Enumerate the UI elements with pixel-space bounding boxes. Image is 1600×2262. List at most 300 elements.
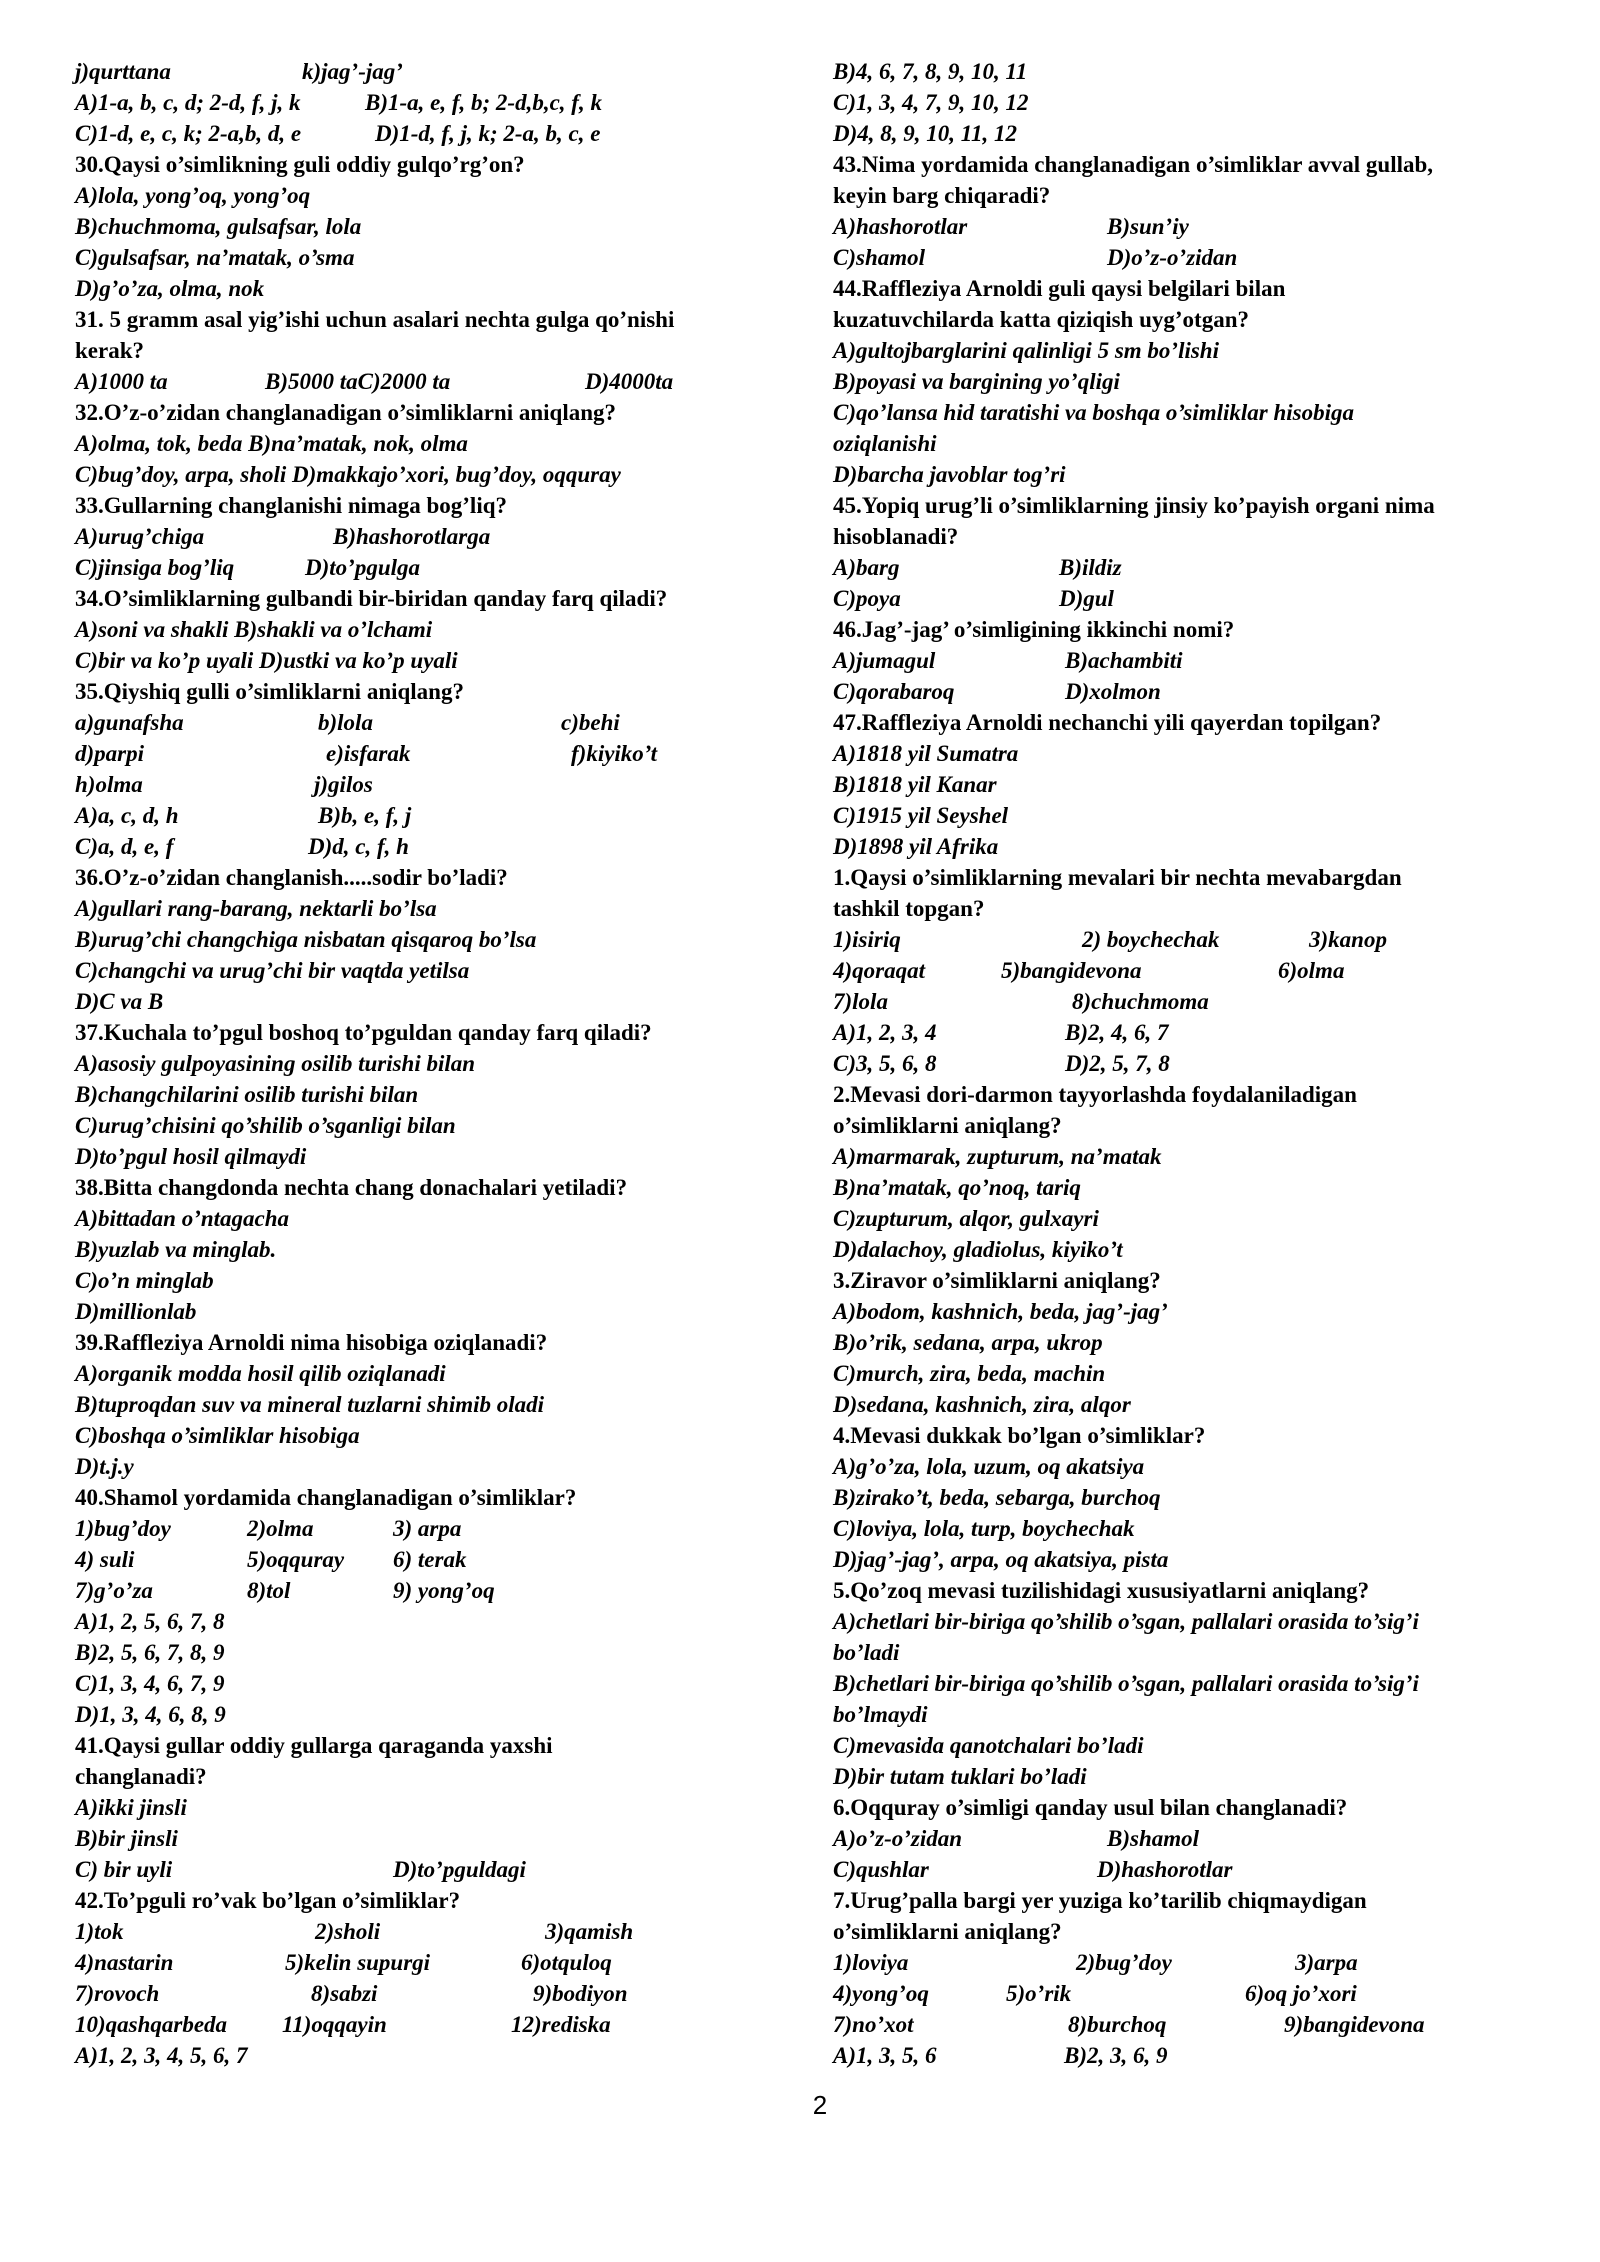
- answer-line: [75, 1978, 795, 2009]
- text-segment: C)loviya, lola, turp, boychechak: [833, 1516, 1135, 1541]
- answer-line: [833, 2009, 1553, 2040]
- question-line: [75, 862, 795, 893]
- question-line: [75, 583, 795, 614]
- text-segment: 3) arpa: [393, 1516, 462, 1541]
- question-line: [833, 1575, 1553, 1606]
- answer-line: [833, 1327, 1553, 1358]
- text-segment: 42.To’pguli ro’vak bo’lgan o’simliklar?: [75, 1888, 461, 1913]
- question-line: [833, 149, 1553, 180]
- text-segment: d)parpi: [75, 741, 144, 766]
- answer-line: [75, 645, 795, 676]
- text-segment: D)to’pgul hosil qilmaydi: [75, 1144, 307, 1169]
- text-segment: j)qurttana: [75, 59, 171, 84]
- text-segment: f)kiyiko’t: [571, 741, 658, 766]
- text-segment: C)qorabaroq: [833, 679, 955, 704]
- answer-line: [75, 1916, 795, 1947]
- text-segment: 10)qashqarbeda: [75, 2012, 228, 2037]
- answer-line: [75, 273, 795, 304]
- text-segment: k)jag’-jag’: [302, 59, 403, 84]
- question-line: [833, 273, 1553, 304]
- text-segment: 44.Raffleziya Arnoldi guli qaysi belgilari bilan: [833, 276, 1286, 301]
- text-segment: C)a, d, e, f: [75, 834, 174, 859]
- text-segment: 34.O’simliklarning gulbandi bir-biridan qanday farq qiladi?: [75, 586, 668, 611]
- answer-line: [75, 1637, 795, 1668]
- question-line: [833, 304, 1553, 335]
- text-segment: B)ildiz: [1059, 555, 1122, 580]
- text-segment: B)poyasi va bargining yo’qligi: [833, 369, 1120, 394]
- answer-line: [833, 1172, 1553, 1203]
- text-segment: D)xolmon: [1065, 679, 1161, 704]
- answer-line: [75, 986, 795, 1017]
- text-segment: 47.Raffleziya Arnoldi nechanchi yili qayerdan topilgan?: [833, 710, 1382, 735]
- text-segment: D)1898 yil Afrika: [833, 834, 999, 859]
- text-segment: 6)oq jo’xori: [1245, 1981, 1357, 2006]
- text-segment: bo’lmaydi: [833, 1702, 928, 1727]
- text-segment: B)2, 3, 6, 9: [1064, 2043, 1168, 2068]
- question-line: [75, 1017, 795, 1048]
- answer-line: [75, 769, 795, 800]
- question-line: [833, 1420, 1553, 1451]
- text-segment: A)bittadan o’ntagacha: [75, 1206, 290, 1231]
- text-segment: D)gul: [1059, 586, 1114, 611]
- text-segment: C)o’n minglab: [75, 1268, 214, 1293]
- text-segment: B)1818 yil Kanar: [833, 772, 997, 797]
- text-segment: 35.Qiyshiq gulli o’simliklarni aniqlang?: [75, 679, 464, 704]
- text-segment: C)1, 3, 4, 7, 9, 10, 12: [833, 90, 1029, 115]
- answer-line: [75, 738, 795, 769]
- question-line: [833, 1792, 1553, 1823]
- text-segment: A)bodom, kashnich, beda, jag’-jag’: [833, 1299, 1168, 1324]
- text-segment: A)organik modda hosil qilib oziqlanadi: [75, 1361, 446, 1386]
- text-segment: B)2, 5, 6, 7, 8, 9: [75, 1640, 225, 1665]
- text-segment: 3)qamish: [545, 1919, 634, 1944]
- answer-line: [75, 1575, 795, 1606]
- answer-line: [75, 1110, 795, 1141]
- answer-line: [833, 1978, 1553, 2009]
- question-line: [75, 490, 795, 521]
- text-segment: B)shamol: [1107, 1826, 1200, 1851]
- question-line: [75, 149, 795, 180]
- text-segment: j)gilos: [314, 772, 373, 797]
- text-segment: D)jag’-jag’, arpa, oq akatsiya, pista: [833, 1547, 1169, 1572]
- text-segment: A)barg: [833, 555, 900, 580]
- text-segment: 12)rediska: [511, 2012, 611, 2037]
- answer-line: [833, 366, 1553, 397]
- text-segment: 1)tok: [75, 1919, 124, 1944]
- answer-line: [833, 2040, 1553, 2071]
- text-segment: 38.Bitta changdonda nechta chang donachalari yetiladi?: [75, 1175, 628, 1200]
- text-segment: 45.Yopiq urug’li o’simliklarning jinsiy ko’payish organi nima: [833, 493, 1435, 518]
- question-line: [75, 397, 795, 428]
- answer-line: [833, 1017, 1553, 1048]
- text-segment: oziqlanishi: [833, 431, 937, 456]
- text-segment: B)4, 6, 7, 8, 9, 10, 11: [833, 59, 1028, 84]
- text-segment: 9)bodiyon: [533, 1981, 628, 2006]
- text-segment: D)t.j.y: [75, 1454, 134, 1479]
- text-segment: 2) boychechak: [1082, 927, 1220, 952]
- text-segment: D)hashorotlar: [1097, 1857, 1233, 1882]
- question-line: [833, 490, 1553, 521]
- text-segment: D)d, c, f, h: [308, 834, 409, 859]
- text-segment: 46.Jag’-jag’ o’simligining ikkinchi nomi?: [833, 617, 1235, 642]
- answer-line: [833, 1947, 1553, 1978]
- question-line: [75, 1730, 795, 1761]
- text-segment: e)isfarak: [326, 741, 411, 766]
- text-segment: hisoblanadi?: [833, 524, 959, 549]
- question-line: [833, 1916, 1553, 1947]
- text-segment: 6)otquloq: [521, 1950, 612, 1975]
- question-line: [75, 1172, 795, 1203]
- text-segment: 4)nastarin: [75, 1950, 174, 1975]
- text-segment: A)o’z-o’zidan: [833, 1826, 963, 1851]
- answer-line: [833, 397, 1553, 428]
- answer-line: [833, 1668, 1553, 1699]
- text-segment: C)murch, zira, beda, machin: [833, 1361, 1106, 1386]
- text-segment: 1.Qaysi o’simliklarning mevalari bir nechta mevabargdan: [833, 865, 1402, 890]
- question-line: [833, 707, 1553, 738]
- text-segment: D)g’o’za, olma, nok: [75, 276, 265, 301]
- answer-line: [833, 211, 1553, 242]
- text-segment: D)2, 5, 7, 8: [1065, 1051, 1170, 1076]
- question-line: [833, 1265, 1553, 1296]
- text-segment: 31. 5 gramm asal yig’ishi uchun asalari nechta gulga qo’nishi: [75, 307, 675, 332]
- text-segment: 5)o’rik: [1006, 1981, 1072, 2006]
- question-line: [833, 1079, 1553, 1110]
- text-segment: 1)loviya: [833, 1950, 909, 1975]
- question-line: [75, 1327, 795, 1358]
- text-segment: A)1818 yil Sumatra: [833, 741, 1019, 766]
- text-segment: 5.Qo’zoq mevasi tuzilishidagi xususiyatlarni aniqlang?: [833, 1578, 1370, 1603]
- answer-line: [75, 1823, 795, 1854]
- answer-line: [75, 707, 795, 738]
- text-segment: B)1-a, e, f, b; 2-d,b,c, f, k: [365, 90, 602, 115]
- text-segment: a)gunafsha: [75, 710, 184, 735]
- text-segment: A)g’o’za, lola, uzum, oq akatsiya: [833, 1454, 1145, 1479]
- answer-line: [75, 924, 795, 955]
- text-segment: 8)chuchmoma: [1072, 989, 1209, 1014]
- answer-line: [833, 1358, 1553, 1389]
- answer-line: [75, 1141, 795, 1172]
- text-segment: A)soni va shakli B)shakli va o’lchami: [75, 617, 433, 642]
- question-line: [75, 335, 795, 366]
- answer-line: [75, 1513, 795, 1544]
- text-segment: C)shamol: [833, 245, 926, 270]
- question-line: [833, 862, 1553, 893]
- answer-line: [833, 1637, 1553, 1668]
- answer-line: [75, 1544, 795, 1575]
- answer-line: [833, 1730, 1553, 1761]
- text-segment: D)bir tutam tuklari bo’ladi: [833, 1764, 1087, 1789]
- text-segment: bo’ladi: [833, 1640, 900, 1665]
- answer-line: [833, 955, 1553, 986]
- text-segment: C)1915 yil Seyshel: [833, 803, 1009, 828]
- question-line: [833, 180, 1553, 211]
- text-segment: 3)arpa: [1295, 1950, 1358, 1975]
- text-segment: A)lola, yong’oq, yong’oq: [75, 183, 311, 208]
- text-segment: D)1-d, f, j, k; 2-a, b, c, e: [375, 121, 601, 146]
- answer-line: [75, 459, 795, 490]
- right-column: [833, 56, 1553, 2071]
- answer-line: [833, 87, 1553, 118]
- answer-line: [75, 211, 795, 242]
- text-segment: C) bir uyli: [75, 1857, 173, 1882]
- answer-line: [75, 1079, 795, 1110]
- text-segment: c)behi: [561, 710, 620, 735]
- text-segment: A)hashorotlar: [833, 214, 968, 239]
- text-segment: 2.Mevasi dori-darmon tayyorlashda foydalaniladigan: [833, 1082, 1357, 1107]
- answer-line: [75, 1048, 795, 1079]
- text-segment: C)zupturum, alqor, gulxayri: [833, 1206, 1099, 1231]
- text-segment: B)changchilarini osilib turishi bilan: [75, 1082, 419, 1107]
- text-segment: C)mevasida qanotchalari bo’ladi: [833, 1733, 1144, 1758]
- text-segment: 8)tol: [247, 1578, 291, 1603]
- answer-line: [75, 1699, 795, 1730]
- text-segment: D)1, 3, 4, 6, 8, 9: [75, 1702, 226, 1727]
- text-segment: A)1, 2, 3, 4, 5, 6, 7: [75, 2043, 248, 2068]
- answer-line: [833, 1513, 1553, 1544]
- text-segment: 37.Kuchala to’pgul boshoq to’pguldan qanday farq qiladi?: [75, 1020, 652, 1045]
- answer-line: [75, 118, 795, 149]
- question-line: [833, 893, 1553, 924]
- text-segment: C)3, 5, 6, 8: [833, 1051, 937, 1076]
- text-segment: 6.Oqquray o’simligi qanday usul bilan changlanadi?: [833, 1795, 1348, 1820]
- answer-line: [833, 56, 1553, 87]
- answer-line: [833, 1854, 1553, 1885]
- text-segment: C)gulsafsar, na’matak, o’sma: [75, 245, 355, 270]
- answer-line: [75, 893, 795, 924]
- answer-line: [833, 118, 1553, 149]
- text-segment: o’simliklarni aniqlang?: [833, 1919, 1062, 1944]
- text-segment: B)bir jinsli: [75, 1826, 178, 1851]
- text-segment: D)to’pgulga: [305, 555, 420, 580]
- text-segment: D)4, 8, 9, 10, 11, 12: [833, 121, 1017, 146]
- text-segment: 6) terak: [393, 1547, 467, 1572]
- text-segment: D)C va B: [75, 989, 164, 1014]
- answer-line: [833, 1296, 1553, 1327]
- text-segment: 4.Mevasi dukkak bo’lgan o’simliklar?: [833, 1423, 1206, 1448]
- answer-line: [833, 1048, 1553, 1079]
- answer-line: [833, 459, 1553, 490]
- page-number: 2: [812, 2090, 828, 2120]
- answer-line: [833, 552, 1553, 583]
- answer-line: [75, 2009, 795, 2040]
- text-segment: B)sun’iy: [1107, 214, 1189, 239]
- answer-line: [75, 614, 795, 645]
- text-segment: 6)olma: [1278, 958, 1345, 983]
- answer-line: [75, 1947, 795, 1978]
- text-segment: 7.Urug’palla bargi yer yuziga ko’tarilib chiqmaydigan: [833, 1888, 1367, 1913]
- answer-line: [833, 645, 1553, 676]
- answer-line: [75, 1234, 795, 1265]
- text-segment: A)1, 2, 5, 6, 7, 8: [75, 1609, 225, 1634]
- answer-line: [75, 1296, 795, 1327]
- text-segment: 8)sabzi: [311, 1981, 378, 2006]
- answer-line: [833, 800, 1553, 831]
- answer-line: [833, 1761, 1553, 1792]
- answer-line: [75, 1265, 795, 1296]
- answer-line: [75, 2040, 795, 2071]
- text-segment: 2)bug’doy: [1076, 1950, 1172, 1975]
- text-segment: C)jinsiga bog’liq: [75, 555, 235, 580]
- text-segment: A)olma, tok, beda B)na’matak, nok, olma: [75, 431, 468, 456]
- text-segment: 41.Qaysi gullar oddiy gullarga qaraganda yaxshi: [75, 1733, 553, 1758]
- answer-line: [833, 242, 1553, 273]
- text-segment: A)gullari rang-barang, nektarli bo’lsa: [75, 896, 437, 921]
- text-segment: o’simliklarni aniqlang?: [833, 1113, 1062, 1138]
- text-segment: A)chetlari bir-biriga qo’shilib o’sgan, pallalari orasida to’sig’i: [833, 1609, 1419, 1634]
- text-segment: A)1-a, b, c, d; 2-d, f, j, k: [75, 90, 301, 115]
- text-segment: C)1, 3, 4, 6, 7, 9: [75, 1671, 225, 1696]
- answer-line: [833, 1482, 1553, 1513]
- text-segment: C)boshqa o’simliklar hisobiga: [75, 1423, 360, 1448]
- question-line: [75, 1885, 795, 1916]
- text-segment: h)olma: [75, 772, 143, 797]
- text-segment: 7)lola: [833, 989, 888, 1014]
- answer-line: [75, 1203, 795, 1234]
- answer-line: [75, 521, 795, 552]
- answer-line: [75, 242, 795, 273]
- answer-line: [833, 769, 1553, 800]
- text-segment: 33.Gullarning changlanishi nimaga bog’liq?: [75, 493, 508, 518]
- text-segment: 9)bangidevona: [1284, 2012, 1425, 2037]
- text-segment: 3.Ziravor o’simliklarni aniqlang?: [833, 1268, 1161, 1293]
- answer-line: [75, 56, 795, 87]
- answer-line: [833, 1451, 1553, 1482]
- answer-line: [833, 1234, 1553, 1265]
- question-line: [833, 614, 1553, 645]
- text-segment: 32.O’z-o’zidan changlanadigan o’simliklarni aniqlang?: [75, 400, 617, 425]
- text-segment: 4)yong’oq: [833, 1981, 929, 2006]
- text-segment: D)millionlab: [75, 1299, 197, 1324]
- text-segment: 5)kelin supurgi: [285, 1950, 431, 1975]
- answer-line: [833, 1544, 1553, 1575]
- text-segment: tashkil topgan?: [833, 896, 985, 921]
- question-line: [833, 1110, 1553, 1141]
- text-segment: B)hashorotlarga: [333, 524, 491, 549]
- text-segment: A)gultojbarglarini qalinligi 5 sm bo’lishi: [833, 338, 1219, 363]
- answer-line: [833, 583, 1553, 614]
- text-segment: A)ikki jinsli: [75, 1795, 187, 1820]
- text-segment: 7)g’o’za: [75, 1578, 153, 1603]
- text-segment: kerak?: [75, 338, 144, 363]
- text-segment: C)bug’doy, arpa, sholi D)makkajo’xori, bug’doy, oqquray: [75, 462, 621, 487]
- text-segment: 30.Qaysi o’simlikning guli oddiy gulqo’rg’on?: [75, 152, 525, 177]
- text-segment: B)achambiti: [1065, 648, 1183, 673]
- text-segment: changlanadi?: [75, 1764, 207, 1789]
- text-segment: B)zirako’t, beda, sebarga, burchoq: [833, 1485, 1161, 1510]
- answer-line: [833, 738, 1553, 769]
- text-segment: 5)bangidevona: [1001, 958, 1142, 983]
- answer-line: [833, 924, 1553, 955]
- text-segment: 39.Raffleziya Arnoldi nima hisobiga oziqlanadi?: [75, 1330, 548, 1355]
- text-segment: C)urug’chisini qo’shilib o’sganligi bilan: [75, 1113, 456, 1138]
- text-segment: C)1-d, e, c, k; 2-a,b, d, e: [75, 121, 302, 146]
- answer-line: [833, 1606, 1553, 1637]
- answer-line: [833, 1823, 1553, 1854]
- text-segment: keyin barg chiqaradi?: [833, 183, 1051, 208]
- text-segment: B)yuzlab va minglab.: [75, 1237, 277, 1262]
- answer-line: [833, 335, 1553, 366]
- text-segment: 1)bug’doy: [75, 1516, 171, 1541]
- question-line: [75, 1482, 795, 1513]
- text-segment: D)o’z-o’zidan: [1107, 245, 1238, 270]
- text-segment: D)to’pguldagi: [393, 1857, 526, 1882]
- text-segment: B)2, 4, 6, 7: [1065, 1020, 1169, 1045]
- text-segment: B)na’matak, qo’noq, tariq: [833, 1175, 1081, 1200]
- answer-line: [75, 1358, 795, 1389]
- text-segment: 8)burchoq: [1068, 2012, 1167, 2037]
- text-segment: 1)isiriq: [833, 927, 901, 952]
- text-segment: D)barcha javoblar tog’ri: [833, 462, 1066, 487]
- answer-line: [75, 180, 795, 211]
- answer-line: [75, 366, 795, 397]
- text-segment: 43.Nima yordamida changlanadigan o’simliklar avval gullab,: [833, 152, 1434, 177]
- text-segment: 3)kanop: [1309, 927, 1387, 952]
- text-segment: D)4000ta: [585, 369, 674, 394]
- text-segment: 7)no’xot: [833, 2012, 914, 2037]
- text-segment: A)marmarak, zupturum, na’matak: [833, 1144, 1162, 1169]
- answer-line: [833, 831, 1553, 862]
- text-segment: 4) suli: [75, 1547, 135, 1572]
- text-segment: A)asosiy gulpoyasining osilib turishi bilan: [75, 1051, 476, 1076]
- answer-line: [833, 428, 1553, 459]
- text-segment: B)b, e, f, j: [318, 803, 412, 828]
- text-segment: A)jumagul: [833, 648, 936, 673]
- answer-line: [833, 1203, 1553, 1234]
- answer-line: [75, 831, 795, 862]
- answer-line: [75, 1420, 795, 1451]
- text-segment: 11)oqqayin: [282, 2012, 387, 2037]
- text-segment: B)5000 taC)2000 ta: [265, 369, 451, 394]
- text-segment: 40.Shamol yordamida changlanadigan o’simliklar?: [75, 1485, 577, 1510]
- answer-line: [75, 1668, 795, 1699]
- text-segment: A)a, c, d, h: [75, 803, 179, 828]
- text-segment: B)chetlari bir-biriga qo’shilib o’sgan, pallalari orasida to’sig’i: [833, 1671, 1419, 1696]
- answer-line: [75, 1606, 795, 1637]
- text-segment: A)1, 2, 3, 4: [833, 1020, 937, 1045]
- text-segment: 36.O’z-o’zidan changlanish.....sodir bo’ladi?: [75, 865, 508, 890]
- text-segment: A)urug’chiga: [75, 524, 205, 549]
- text-segment: 7)rovoch: [75, 1981, 160, 2006]
- answer-line: [75, 428, 795, 459]
- text-segment: B)urug’chi changchiga nisbatan qisqaroq bo’lsa: [75, 927, 537, 952]
- text-segment: C)poya: [833, 586, 901, 611]
- question-line: [75, 304, 795, 335]
- text-segment: 9) yong’oq: [393, 1578, 495, 1603]
- answer-line: [75, 87, 795, 118]
- text-segment: 4)qoraqat: [833, 958, 925, 983]
- answer-line: [75, 955, 795, 986]
- answer-line: [75, 1451, 795, 1482]
- text-segment: C)qushlar: [833, 1857, 929, 1882]
- left-column: [75, 56, 795, 2071]
- answer-line: [75, 1389, 795, 1420]
- text-segment: B)tuproqdan suv va mineral tuzlarni shimib oladi: [75, 1392, 545, 1417]
- text-segment: A)1000 ta: [75, 369, 168, 394]
- answer-line: [833, 1389, 1553, 1420]
- text-segment: D)sedana, kashnich, zira, alqor: [833, 1392, 1131, 1417]
- text-segment: b)lola: [318, 710, 373, 735]
- question-line: [833, 521, 1553, 552]
- answer-line: [75, 1854, 795, 1885]
- text-segment: kuzatuvchilarda katta qiziqish uyg’otgan?: [833, 307, 1249, 332]
- question-line: [833, 1885, 1553, 1916]
- answer-line: [75, 800, 795, 831]
- text-segment: B)chuchmoma, gulsafsar, lola: [75, 214, 362, 239]
- answer-line: [833, 676, 1553, 707]
- answer-line: [833, 986, 1553, 1017]
- text-segment: 5)oqquray: [247, 1547, 345, 1572]
